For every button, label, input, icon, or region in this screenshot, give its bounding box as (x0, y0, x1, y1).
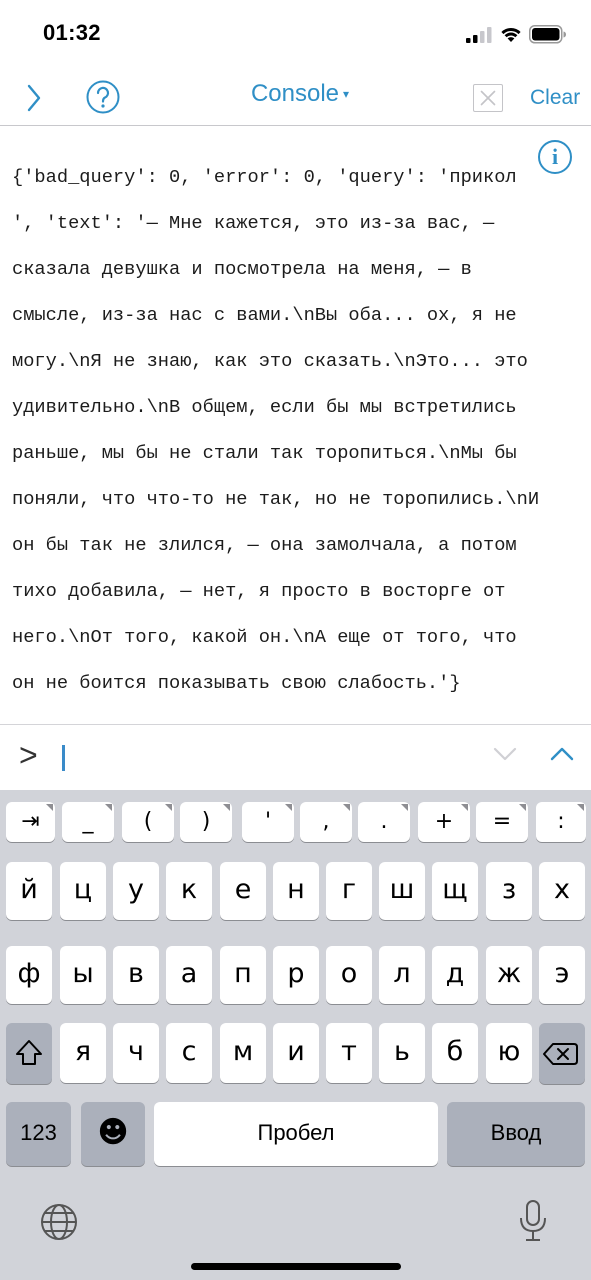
keyboard (0, 790, 591, 1280)
key-letter[interactable]: к (166, 862, 212, 920)
key-letter[interactable]: э (539, 946, 585, 1004)
cellular-signal-icon (466, 27, 492, 43)
numbers-key[interactable]: 123 (6, 1102, 71, 1166)
globe-icon[interactable] (39, 1202, 79, 1242)
delete-key[interactable] (539, 1023, 585, 1084)
key-letter[interactable]: ц (60, 862, 106, 920)
key-letter[interactable]: у (113, 862, 159, 920)
console-toolbar (0, 70, 591, 126)
console-title-dropdown[interactable] (230, 80, 370, 112)
console-input-row[interactable] (0, 724, 591, 790)
console-output (12, 143, 582, 713)
home-indicator (191, 1263, 401, 1270)
text-cursor (62, 745, 65, 771)
microphone-icon[interactable] (516, 1198, 550, 1244)
info-button[interactable]: i (538, 140, 572, 174)
key-letter[interactable]: ш (379, 862, 425, 920)
shift-key[interactable] (6, 1023, 52, 1084)
key-letter[interactable]: я (60, 1023, 106, 1083)
key-tab[interactable]: ⇥ (6, 802, 55, 842)
key-letter[interactable]: и (273, 1023, 319, 1083)
shift-icon (6, 1023, 52, 1084)
key-letter[interactable]: д (432, 946, 478, 1004)
key-letter[interactable]: й (6, 862, 52, 920)
backspace-icon (539, 1023, 585, 1084)
key-letter[interactable]: т (326, 1023, 372, 1083)
key-colon[interactable]: : (536, 802, 586, 842)
battery-icon (529, 25, 567, 44)
console-line: него.\nОт того, какой он.\nА еще от того, что (12, 626, 517, 648)
key-comma[interactable]: , (300, 802, 352, 842)
key-letter[interactable]: щ (432, 862, 478, 920)
key-letter[interactable]: ы (60, 946, 106, 1004)
close-icon[interactable] (473, 84, 503, 112)
console-line: поняли, что что-то не так, но не торопились.\nИ (12, 488, 540, 510)
key-letter[interactable]: е (220, 862, 266, 920)
console-line: он бы так не злился, — она замолчала, а потом (12, 534, 517, 556)
key-letter[interactable]: ф (6, 946, 52, 1004)
console-line: он не боится показывать свою слабость.'} (12, 672, 461, 694)
space-key[interactable]: Пробел (154, 1102, 438, 1166)
prompt-symbol: > (19, 737, 38, 773)
key-quote[interactable]: ' (242, 802, 294, 842)
key-equals[interactable]: = (476, 802, 528, 842)
history-down-icon[interactable] (493, 746, 517, 762)
key-letter[interactable]: а (166, 946, 212, 1004)
dropdown-caret-icon: ▾ (343, 87, 350, 101)
key-open-paren[interactable]: ( (122, 802, 174, 842)
console-title: Console (250, 80, 340, 107)
key-letter[interactable]: п (220, 946, 266, 1004)
key-letter[interactable]: о (326, 946, 372, 1004)
key-letter[interactable]: с (166, 1023, 212, 1083)
key-underscore[interactable]: _ (62, 802, 114, 842)
key-letter[interactable]: в (113, 946, 159, 1004)
key-letter[interactable]: н (273, 862, 319, 920)
help-icon[interactable] (86, 80, 120, 114)
status-bar (0, 0, 591, 70)
return-key[interactable]: Ввод (447, 1102, 585, 1166)
wifi-icon (499, 25, 523, 43)
key-letter[interactable]: х (539, 862, 585, 920)
key-close-paren[interactable]: ) (180, 802, 232, 842)
console-line: смысле, из-за нас с вами.\nВы оба... ох, я не (12, 304, 517, 326)
emoji-key[interactable]: ☻ (81, 1102, 145, 1166)
console-line: удивительно.\nВ общем, если бы мы встретились (12, 396, 517, 418)
key-plus[interactable]: + (418, 802, 470, 842)
key-letter[interactable]: р (273, 946, 319, 1004)
key-letter[interactable]: ю (486, 1023, 532, 1083)
key-letter[interactable]: б (432, 1023, 478, 1083)
console-line: ', 'text': '— Мне кажется, это из-за вас, — (12, 212, 495, 234)
key-letter[interactable]: г (326, 862, 372, 920)
clear-button[interactable]: Clear (530, 86, 581, 109)
key-period[interactable]: . (358, 802, 410, 842)
key-letter[interactable]: л (379, 946, 425, 1004)
console-line: тихо добавила, — нет, я просто в восторге от (12, 580, 506, 602)
history-up-icon[interactable] (550, 746, 574, 762)
console-line: раньше, мы бы не стали так торопиться.\nМы бы (12, 442, 517, 464)
key-letter[interactable]: ь (379, 1023, 425, 1083)
status-time: 01:32 (43, 20, 101, 45)
key-letter[interactable]: ж (486, 946, 532, 1004)
chevron-right-icon[interactable] (20, 80, 48, 116)
key-letter[interactable]: ч (113, 1023, 159, 1083)
console-line: сказала девушка и посмотрела на меня, — в (12, 258, 472, 280)
key-letter[interactable]: м (220, 1023, 266, 1083)
console-line: могу.\nЯ не знаю, как это сказать.\nЭто... это (12, 350, 528, 372)
console-line: {'bad_query': 0, 'error': 0, 'query': 'прикол (12, 166, 517, 188)
key-letter[interactable]: з (486, 862, 532, 920)
